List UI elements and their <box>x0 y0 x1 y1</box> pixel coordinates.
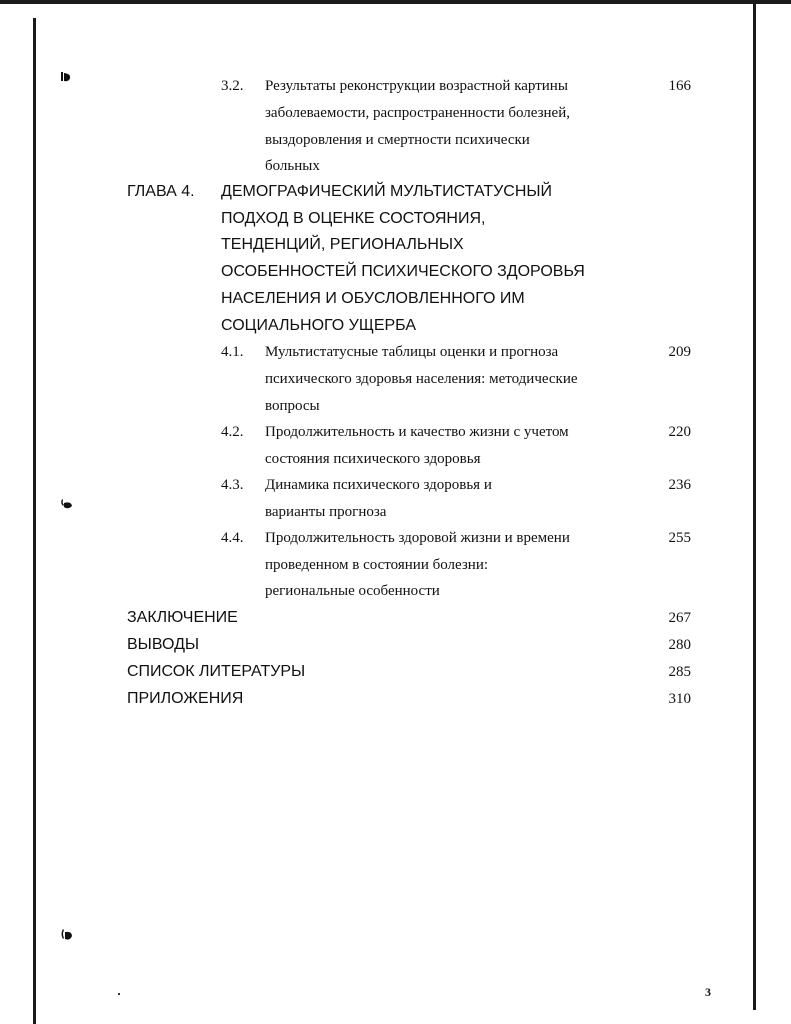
page-ref: 310 <box>668 691 691 707</box>
section-title-line: Динамика психического здоровья и <box>265 477 492 493</box>
scan-edge-right <box>753 0 756 1010</box>
chapter-title-line: ДЕМОГРАФИЧЕСКИЙ МУЛЬТИСТАТУСНЫЙ <box>221 183 553 200</box>
section-title-line: больных <box>265 158 320 174</box>
page-ref: 236 <box>668 477 691 493</box>
chapter-title-line: ПОДХОД В ОЦЕНКЕ СОСТОЯНИЯ, <box>221 210 486 227</box>
page-ref: 255 <box>668 530 691 546</box>
section-title-line: региональные особенности <box>265 583 440 599</box>
page-ref: 209 <box>668 344 691 360</box>
section-number: 4.2. <box>221 424 244 440</box>
page-number: 3 <box>705 985 711 999</box>
section-title-line: Мультистатусные таблицы оценки и прогноза <box>265 344 559 360</box>
section-title-line: Продолжительность здоровой жизни и времени <box>265 530 570 546</box>
entry-label: ЗАКЛЮЧЕНИЕ <box>127 609 238 626</box>
section-title-line: Результаты реконструкции возрастной картины <box>265 78 568 94</box>
section-number: 4.3. <box>221 477 244 493</box>
section-title-line: Продолжительность и качество жизни с учетом <box>265 424 569 440</box>
section-title-line: заболеваемости, распространенности болезней, <box>265 105 570 121</box>
section-title-line: выздоровления и смертности психически <box>265 132 530 148</box>
page-ref: 166 <box>668 78 691 94</box>
page-ref: 280 <box>668 637 691 653</box>
entry-label: ВЫВОДЫ <box>127 636 200 653</box>
scan-edge-left <box>33 18 36 1024</box>
section-title-line: вопросы <box>265 398 320 414</box>
punch-hole-mark-bottom <box>60 928 73 941</box>
punch-hole-mark-top <box>59 70 72 83</box>
section-title-line: проведенном в состоянии болезни: <box>265 557 489 573</box>
chapter-title-line: ОСОБЕННОСТЕЙ ПСИХИЧЕСКОГО ЗДОРОВЬЯ <box>221 263 585 280</box>
scan-edge-top <box>0 0 791 4</box>
section-title-line: варианты прогноза <box>265 504 387 520</box>
section-number: 4.1. <box>221 344 244 360</box>
chapter-title-line: ТЕНДЕНЦИЙ, РЕГИОНАЛЬНЫХ <box>221 236 464 253</box>
section-title-line: состояния психического здоровья <box>265 451 481 467</box>
punch-hole-mark-middle <box>60 498 73 511</box>
section-title-line: психического здоровья населения: методические <box>265 371 578 387</box>
section-number: 3.2. <box>221 78 244 94</box>
page-ref: 220 <box>668 424 691 440</box>
chapter-title-line: НАСЕЛЕНИЯ И ОБУСЛОВЛЕННОГО ИМ <box>221 290 525 307</box>
section-number: 4.4. <box>221 530 244 546</box>
page-ref: 267 <box>668 610 691 626</box>
entry-label: ПРИЛОЖЕНИЯ <box>127 690 244 707</box>
page-ref: 285 <box>668 664 691 680</box>
scan-speck <box>118 993 120 995</box>
chapter-label: ГЛАВА 4. <box>127 183 195 200</box>
chapter-title-line: СОЦИАЛЬНОГО УЩЕРБА <box>221 317 416 334</box>
entry-label: СПИСОК ЛИТЕРАТУРЫ <box>127 663 306 680</box>
